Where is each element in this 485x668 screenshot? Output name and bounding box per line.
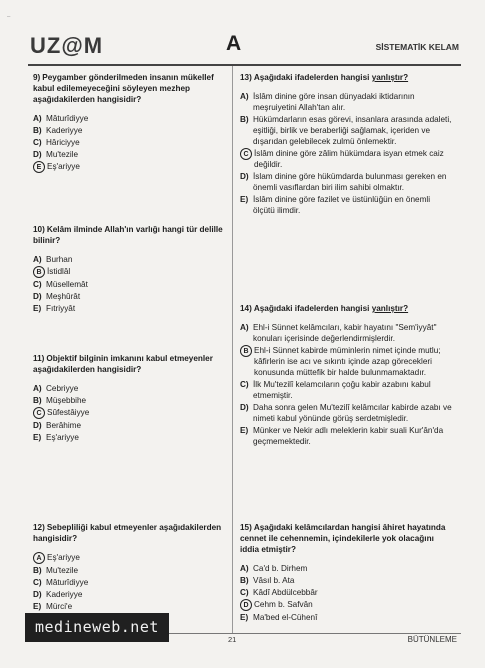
option-text: Münker ve Nekir adlı meleklerin kabir suali Kur'ân'da geçmemektedir. [253,426,444,446]
option-text: İstidlâl [47,267,71,276]
option-text: İslâm dinine göre fazilet ve üstünlüğün en önemli ölçütü ilimdir. [253,195,431,215]
answer-option[interactable] [33,149,225,160]
option-label: C) [240,588,249,597]
answer-option[interactable] [240,599,452,611]
answer-option[interactable] [33,266,225,278]
answer-option[interactable] [33,407,225,419]
option-text: Eş'ariyye [47,553,80,562]
option-label: B) [240,115,249,124]
option-text: Kaderiyye [46,126,83,135]
question-stem [33,522,225,544]
question-text: Kelâm ilminde Allah'ın varlığı hangi tür delille bilinir? [33,225,223,245]
question-15 [240,522,452,624]
answer-option[interactable] [240,612,452,623]
question-stem [240,522,452,555]
option-text: Müsellemât [46,280,88,289]
marked-answer-circle: B [240,345,252,357]
option-label: D) [33,590,42,599]
option-label: E) [240,195,249,204]
option-label: B) [240,576,249,585]
column-divider [232,66,233,634]
answer-option[interactable] [240,194,452,216]
question-text: Peygamber gönderilmeden insanın mükellef kabul edilemeyeceğini söyleyen mezhep aşağıdakilerden hangisidir? [33,73,214,104]
answer-option[interactable] [240,91,452,113]
footer-title: BÜTÜNLEME [407,635,457,644]
option-text: Ehl-i Sünnet kelâmcıları, kabir hayatını "Sem'iyyât" konuları içerisinde değerlendirmişlerdir. [253,323,437,343]
answer-option[interactable] [33,279,225,290]
option-label: E) [240,613,249,622]
option-text: Mâturîdiyye [46,578,89,587]
answer-option[interactable] [33,113,225,124]
answer-option[interactable] [240,587,452,598]
option-text: Müşebbihe [46,396,87,405]
question-emphasis: yanlıştır? [371,73,409,82]
question-13 [240,72,452,217]
option-label: B) [33,126,42,135]
question-number: 13) [240,73,252,82]
booklet-letter: A [226,32,242,55]
option-label: D) [240,172,249,181]
answer-option[interactable] [240,575,452,586]
question-14 [240,303,452,448]
option-text: Daha sonra gelen Mu'tezilî kelâmcılar kabirde azabı ve nimeti kabul yönünde görüş serdetmişledir. [253,403,452,423]
page-number: 21 [228,635,237,644]
question-number: 14) [240,304,252,313]
answer-option[interactable] [240,148,452,170]
option-label: C) [33,280,42,289]
answer-option[interactable] [33,395,225,406]
option-label: A) [240,323,249,332]
option-label: E) [240,426,249,435]
answer-option[interactable] [33,589,225,600]
option-text: Meşhûrât [46,292,81,301]
option-label: A) [240,92,249,101]
option-text: Eş'ariyye [46,433,79,442]
answer-option[interactable] [33,565,225,576]
option-text: Kâdî Abdülcebbâr [253,588,318,597]
question-text: Aşağıdaki kelâmcılardan hangisi âhiret hayatında cennet ile cehennemin, içindekilerle yok olacağını iddia etmiştir? [240,523,446,554]
option-text: Vâsıl b. Ata [253,576,295,585]
option-text: Sûfestâiyye [47,408,90,417]
answer-option[interactable] [33,577,225,588]
option-label: C) [33,578,42,587]
question-stem [240,303,452,314]
option-label: E) [33,304,42,313]
option-label: E) [33,602,42,611]
answer-option[interactable] [33,420,225,431]
option-text: Mu'tezile [46,150,79,159]
option-label: E) [33,433,42,442]
answer-option[interactable] [33,552,225,564]
option-label: A) [33,384,42,393]
marked-answer-circle: D [240,599,252,611]
option-text: Ca'd b. Dirhem [253,564,308,573]
option-label: C) [240,380,249,389]
uzem-logo: UZ@M [30,33,104,58]
question-number: 12) [33,523,45,532]
option-label: A) [240,564,249,573]
question-number: 9) [33,73,41,82]
question-stem [33,72,225,105]
question-stem [33,224,225,246]
option-text: Fıtriyyât [46,304,76,313]
option-label: D) [33,421,42,430]
marked-answer-circle: E [33,161,45,173]
option-text: Ma'bed el-Cühenî [253,613,318,622]
answer-option[interactable] [240,345,452,378]
answer-option[interactable] [33,291,225,302]
answer-option[interactable] [33,137,225,148]
scan-mark: – [7,14,11,20]
option-text: Cehm b. Safvân [254,600,313,609]
answer-option[interactable] [240,379,452,401]
question-stem [33,353,225,375]
question-number: 11) [33,354,45,363]
option-label: B) [33,396,42,405]
option-text: İlk Mu'tezilî kelamcıların çoğu kabir azabını kabul etmemiştir. [253,380,431,400]
question-number: 15) [240,523,252,532]
marked-answer-circle: B [33,266,45,278]
option-label: D) [33,150,42,159]
option-label: C) [33,138,42,147]
watermark: medineweb.net [25,613,169,642]
option-text: Mâturîdiyye [46,114,89,123]
question-text: Aşağıdaki ifadelerden hangisi [253,304,372,313]
header-rule [28,64,461,66]
option-text: Burhan [46,255,73,264]
option-label: B) [33,566,42,575]
option-text: Ehl-i Sünnet kabirde müminlerin nimet içinde mutlu; kâfirlerin ise acı ve sıkıntı içinde azap görecekleri konusunda müttefik bir halde bulunmamaktadır. [254,346,441,377]
answer-option[interactable] [33,383,225,394]
answer-option[interactable] [240,171,452,193]
question-text: Objektif bilginin imkanını kabul etmeyenler aşağıdakilerden hangisidir? [33,354,213,374]
answer-option[interactable] [33,432,225,443]
question-11 [33,353,225,444]
answer-option[interactable] [240,425,452,447]
answer-option[interactable] [240,322,452,344]
option-text: Mu'tezile [46,566,79,575]
answer-option[interactable] [33,601,225,612]
option-text: İslâm dinine göre zâlim hükümdara isyan etmek caiz değildir. [254,149,444,169]
marked-answer-circle: C [33,407,45,419]
answer-option[interactable] [33,254,225,265]
answer-option[interactable] [240,114,452,147]
option-label: D) [240,403,249,412]
option-text: Hükümdarların esas görevi, insanlara arasında adaleti, eşitliği, birlik ve beraberliği sağlamak, içeriden ve dışarıdan gelebilecek zulmü önlemektir. [253,115,452,146]
answer-option[interactable] [240,402,452,424]
answer-option[interactable] [240,563,452,574]
answer-option[interactable] [33,161,225,173]
option-label: A) [33,114,42,123]
option-label: A) [33,255,42,264]
question-12 [33,522,225,613]
marked-answer-circle: C [240,148,252,160]
option-label: D) [33,292,42,301]
question-10 [33,224,225,315]
question-text: Aşağıdaki ifadelerden hangisi [253,73,372,82]
option-text: Mürci'e [46,602,73,611]
option-text: Kaderiyye [46,590,83,599]
question-text: Sebepliliği kabul etmeyenler aşağıdakilerden hangisidir? [33,523,222,543]
option-text: Hâriciyye [46,138,80,147]
option-text: Cebriyye [46,384,79,393]
option-text: Berâhime [46,421,82,430]
option-text: Eş'ariyye [47,162,80,171]
question-stem [240,72,452,83]
question-number: 10) [33,225,45,234]
option-text: İslam dinine göre hükümdarda bulunması gereken en önemli vasıflardan biri ilim sahibi olmaktır. [253,172,447,192]
question-9 [33,72,225,174]
question-emphasis: yanlıştır? [371,304,409,313]
marked-answer-circle: A [33,552,45,564]
answer-option[interactable] [33,125,225,136]
answer-option[interactable] [33,303,225,314]
option-text: İslâm dinine göre insan dünyadaki iktidarının meşruiyetini Allah'tan alır. [253,92,415,112]
subject-title: SİSTEMATİK KELAM [375,42,459,52]
